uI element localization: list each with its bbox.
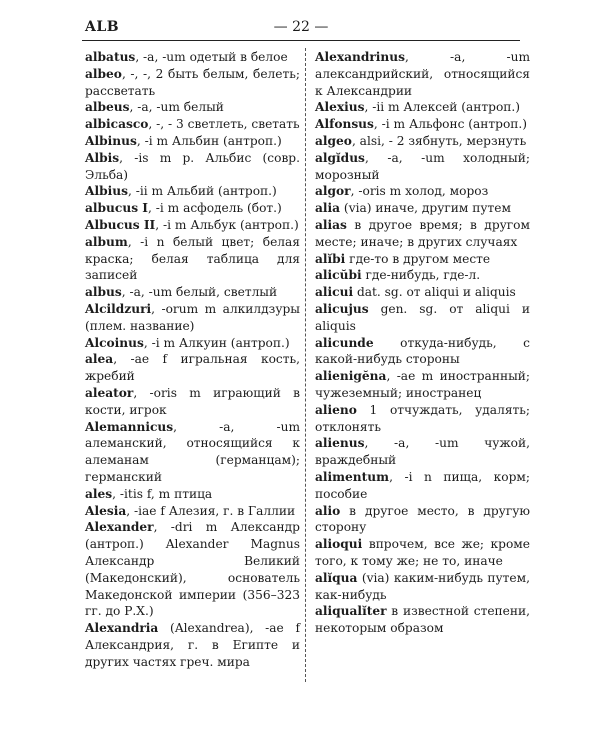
dictionary-entry	[85, 217, 300, 234]
dictionary-entry	[315, 116, 530, 133]
entry-definition: , -, - 3 светлеть, светать	[148, 117, 300, 132]
dictionary-entry	[85, 519, 300, 620]
dictionary-entry	[85, 150, 300, 184]
entry-definition: в известной степени, некоторым образом	[315, 604, 530, 636]
dictionary-entry	[85, 385, 300, 419]
entry-headword: Alexandria	[85, 621, 159, 636]
entry-headword: Albucus II	[85, 217, 156, 232]
entry-headword: Alexius	[315, 100, 365, 115]
entry-headword: albeo	[85, 66, 122, 81]
entry-definition: , -orum m алкилдзуры (плем. название)	[85, 301, 300, 333]
dictionary-entry	[315, 469, 530, 503]
column-divider	[305, 48, 306, 682]
entry-headword: aliqualĭter	[315, 604, 387, 619]
entry-headword: alea	[85, 352, 114, 367]
right-column	[315, 49, 530, 637]
entry-headword: ales	[85, 486, 113, 501]
entry-headword: alicŭbi	[315, 268, 362, 283]
dictionary-entry	[85, 183, 300, 200]
entry-definition: , -i m Альфонс (антроп.)	[373, 117, 528, 132]
entry-headword: Albis	[85, 150, 120, 165]
dictionary-entry	[85, 486, 300, 503]
entry-definition: , -ae f игральная кость, жребий	[85, 352, 300, 384]
entry-definition: (Alexandrea), -ae f Александрия, г. в Египте и других частях греч. мира	[85, 621, 300, 669]
entry-definition: , alsi, - 2 зябнуть, мерзнуть	[351, 133, 527, 148]
dictionary-entry	[85, 133, 300, 150]
dictionary-entry	[85, 419, 300, 486]
entry-headword: Albius	[85, 184, 128, 199]
entry-headword: alioqui	[315, 537, 363, 552]
entry-headword: algĭdus	[315, 150, 365, 165]
dictionary-entry	[85, 284, 300, 301]
dictionary-entry	[315, 301, 530, 335]
entry-definition: , -ii m Альбий (антроп.)	[127, 184, 277, 199]
entry-headword: alio	[315, 503, 341, 518]
entry-definition: , -i n пища, корм; пособие	[315, 469, 530, 501]
entry-definition: (via) каким-нибудь путем, как-нибудь	[315, 570, 530, 602]
entry-definition: , -i m Альбук (антроп.)	[155, 217, 299, 232]
entry-definition: , -a, -um александрийский, относящийся к Александрии	[315, 50, 530, 98]
entry-headword: alienus	[315, 436, 365, 451]
entry-definition: откуда-нибудь, с какой-нибудь стороны	[315, 335, 530, 367]
entry-definition: , -a, -um холодный; морозный	[315, 150, 530, 182]
entry-definition: , -a, -um алеманский, относящийся к алеманам (германцам); германский	[85, 419, 300, 484]
dictionary-entry	[315, 49, 530, 99]
entry-headword: alicunde	[315, 335, 374, 350]
dictionary-entry	[315, 402, 530, 436]
entry-headword: alia	[315, 201, 341, 216]
entry-headword: alimentum	[315, 469, 390, 484]
dictionary-entry	[85, 49, 300, 66]
dictionary-entry	[85, 99, 300, 116]
entry-definition: , -oris m холод, мороз	[350, 184, 489, 199]
entry-headword: albucus I	[85, 201, 148, 216]
entry-definition: , -, -, 2 быть белым, белеть; рассветать	[85, 66, 300, 98]
entry-headword: aleator	[85, 385, 134, 400]
entry-headword: album	[85, 234, 128, 249]
dictionary-entry	[315, 435, 530, 469]
entry-definition: , -dri m Александр (антроп.) Alexander Magnus Александр Великий (Македонский), основатель Македонской империи (356–323 гг. до Р.Х.)	[85, 520, 300, 619]
entry-definition: (via) иначе, другим путем	[340, 201, 511, 216]
entry-headword: albicasco	[85, 117, 149, 132]
entry-definition: , -itis f, m птица	[112, 486, 213, 501]
entry-definition: , -i m Альбин (антроп.)	[136, 133, 282, 148]
dictionary-entry	[315, 335, 530, 369]
dictionary-entry	[315, 536, 530, 570]
entry-definition: в другое место, в другую сторону	[315, 503, 530, 535]
entry-definition: , -i n белый цвет; белая краска; белая таблица для записей	[85, 234, 300, 283]
dictionary-entry	[85, 116, 300, 133]
entry-headword: alĭqua	[315, 570, 358, 585]
entry-definition: в другое время; в другом месте; иначе; в других случаях	[315, 217, 530, 249]
dictionary-entry	[315, 200, 530, 217]
entry-headword: Alcoinus	[85, 335, 144, 350]
dictionary-entry	[315, 99, 530, 116]
entry-definition: , -a, -um белый, светлый	[121, 285, 278, 300]
page-number: — 22 —	[273, 19, 329, 35]
entry-definition: gen. sg. от aliqui и aliquis	[315, 301, 530, 333]
dictionary-entry	[315, 267, 530, 284]
entry-definition: , -i m асфодель (бот.)	[148, 201, 282, 216]
entry-definition: , -a, -um белый	[129, 100, 224, 115]
dictionary-entry	[85, 66, 300, 100]
entry-definition: впрочем, все же; кроме того, к тому же; не то, иначе	[315, 537, 530, 568]
running-head-key: ALB	[85, 19, 120, 35]
dictionary-entry	[85, 620, 300, 670]
dictionary-entry	[85, 335, 300, 352]
entry-definition: , -oris m играющий в кости, игрок	[85, 385, 300, 417]
dictionary-entry	[315, 217, 530, 251]
dictionary-entry	[315, 251, 530, 268]
dictionary-entry	[315, 368, 530, 402]
page-header	[82, 17, 520, 39]
entry-definition: , -i m Алкуин (антроп.)	[143, 335, 290, 350]
dictionary-entry	[315, 284, 530, 301]
entry-headword: alicujus	[315, 301, 369, 316]
entry-headword: Alemannicus	[85, 419, 174, 434]
entry-definition: , -ii m Алексей (антроп.)	[364, 100, 521, 115]
entry-definition: 1 отчуждать, удалять; отклонять	[315, 402, 530, 434]
entry-headword: albatus	[85, 50, 136, 64]
dictionary-entry	[315, 183, 530, 200]
entry-definition: где-нибудь, где-л.	[361, 268, 481, 283]
entry-definition: где-то в другом месте	[345, 251, 491, 266]
entry-headword: algeo	[315, 133, 352, 148]
entry-definition: , -ae m иностранный; чужеземный; иностранец	[315, 369, 530, 400]
dictionary-entry	[85, 503, 300, 520]
left-column	[85, 49, 300, 670]
entry-headword: alicui	[315, 285, 354, 300]
entry-headword: alĭbi	[315, 251, 346, 266]
dictionary-entry	[85, 234, 300, 284]
entry-headword: albus	[85, 285, 122, 300]
entry-definition: , -a, -um чужой, враждебный	[315, 436, 530, 468]
entry-headword: alias	[315, 217, 347, 232]
dictionary-entry	[315, 603, 530, 637]
entry-headword: alienigĕna	[315, 369, 387, 384]
entry-definition: dat. sg. от aliqui и aliquis	[353, 285, 516, 300]
header-rule	[82, 40, 520, 41]
entry-headword: Alexander	[85, 520, 154, 535]
dictionary-entry	[315, 133, 530, 150]
entry-headword: Alexandrinus	[315, 50, 406, 64]
entry-definition: , -iae f Алезия, г. в Галлии	[126, 503, 296, 518]
entry-headword: albeus	[85, 100, 130, 115]
entry-definition: , -is m р. Альбис (совр. Эльба)	[85, 150, 300, 182]
entry-headword: Alfonsus	[315, 117, 374, 132]
dictionary-entry	[315, 503, 530, 537]
dictionary-entry	[85, 301, 300, 335]
dictionary-entry	[85, 351, 300, 385]
dictionary-entry	[85, 200, 300, 217]
entry-headword: Alcildzuri	[85, 301, 152, 316]
entry-headword: Alesia	[85, 503, 127, 518]
entry-headword: Albinus	[85, 133, 137, 148]
dictionary-entry	[315, 570, 530, 604]
entry-headword: algor	[315, 184, 351, 199]
entry-headword: alieno	[315, 402, 357, 417]
dictionary-entry	[315, 150, 530, 184]
entry-definition: , -a, -um одетый в белое	[135, 50, 288, 64]
